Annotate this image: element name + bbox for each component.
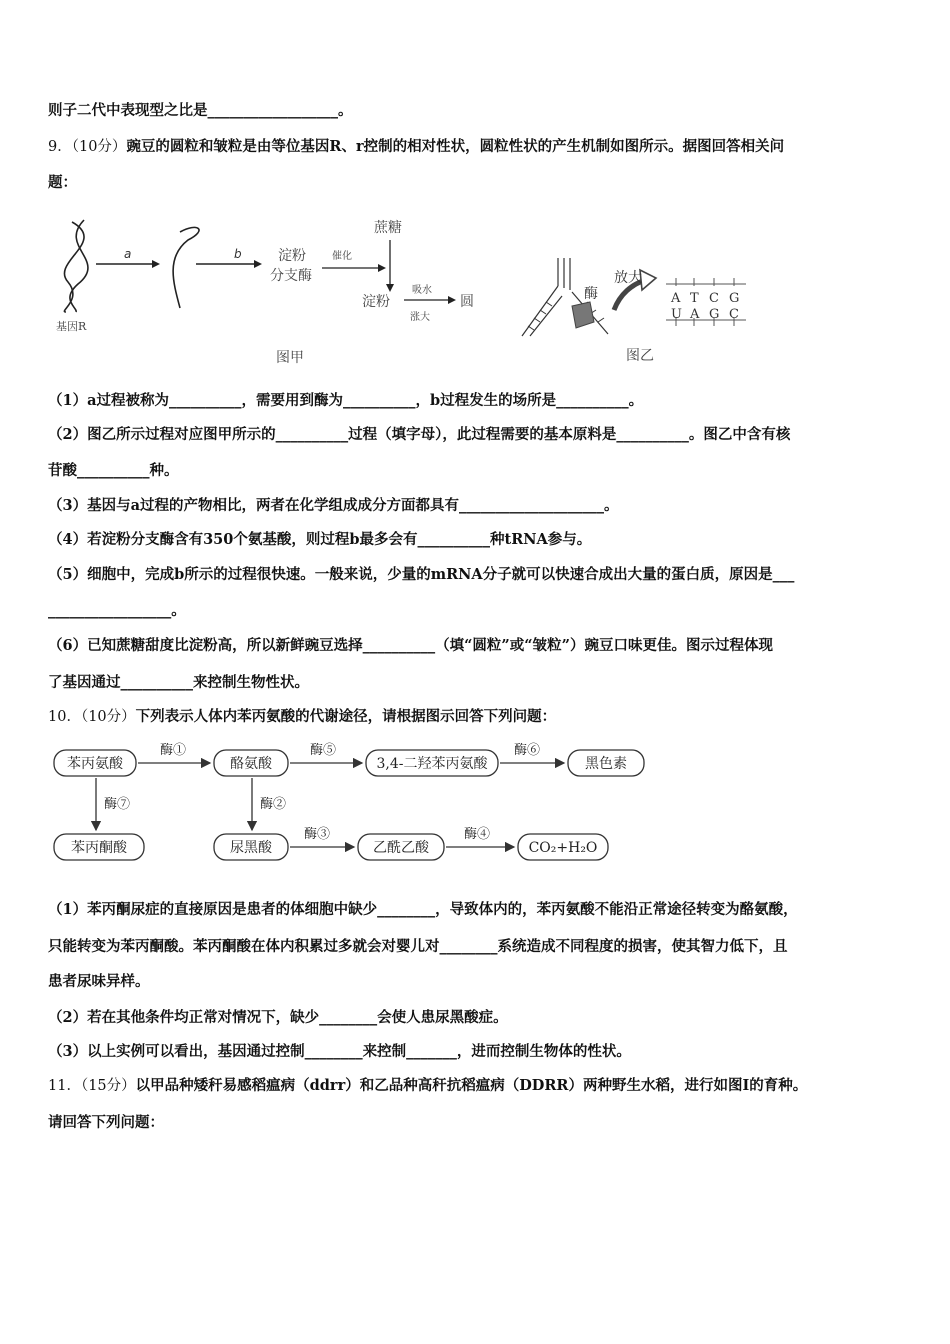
dna-base-4: G: [729, 291, 740, 306]
enzyme-3-label: 酶③: [304, 827, 331, 842]
rna-base-3: G: [709, 307, 720, 322]
rna-base-1: U: [671, 307, 682, 322]
node-aaa: 乙酰乙酸: [373, 840, 429, 856]
node-phe: 苯丙氨酸: [67, 756, 123, 772]
question-9-heading: [48, 137, 910, 157]
node-tyr: 酪氨酸: [230, 756, 272, 772]
enzyme-1-label: 酶①: [160, 743, 187, 758]
question-9-part-6a: （6）已知蔗糖甜度比淀粉高，所以新鲜豌豆选择__________（填“圆粒”或“皱粒”）豌豆口味更佳。图示过程体现: [48, 637, 773, 654]
question-9-stem: 豌豆的圆粒和皱粒是由等位基因R、r控制的相对性状，圆粒性状的产生机制如图所示。据图回答相关问: [126, 138, 785, 155]
enzyme-5-label: 酶⑤: [310, 743, 337, 758]
figure-yi: [510, 218, 760, 368]
question-9-part-5a: （5）细胞中，完成b所示的过程很快速。一般来说，少量的mRNA分子就可以快速合成出大量的蛋白质，原因是___: [48, 566, 795, 583]
question-11-number: 11．（15分）: [48, 1078, 136, 1094]
question-10-stem: 下列表示人体内苯丙氨酸的代谢途径，请根据图示回答下列问题：: [135, 708, 557, 725]
question-9-part-2a: （2）图乙所示过程对应图甲所示的__________过程（填字母），此过程需要的基本原料是__________。图乙中含有核: [48, 426, 791, 443]
sucrose-label: 蔗糖: [374, 220, 402, 236]
dna-base-3: C: [709, 291, 719, 306]
node-melanin: 黑色素: [585, 756, 627, 772]
question-10-part-3: （3）以上实例可以看出，基因通过控制________来控制_______，进而控制生物体的性状。: [48, 1043, 631, 1060]
question-9-part-1: （1）a过程被称为__________，需要用到酶为__________，b过程发生的场所是__________。: [48, 392, 644, 409]
question-9-part-5b: _________________。: [48, 602, 186, 619]
round-label: 圆: [460, 294, 474, 310]
enzyme-shape: [572, 302, 594, 328]
question-9-part-3: （3）基因与a过程的产物相比，两者在化学组成成分方面都具有____________________。: [48, 497, 619, 514]
question-9-part-2b: 苷酸__________种。: [48, 462, 179, 479]
question-11-stem: 以甲品种矮秆易感稻瘟病（ddrr）和乙品种高秆抗稻瘟病（DDRR）两种野生水稻，进行如图I的育种。: [135, 1077, 808, 1094]
enzyme-4-label: 酶④: [464, 827, 491, 842]
arrow-b-label: b: [234, 247, 242, 261]
dna-base-1: A: [671, 291, 681, 306]
figure-yi-caption: 图乙: [626, 348, 654, 364]
enzyme-line2: 分支酶: [270, 268, 312, 284]
question-10-part-1c: 患者尿味异样。: [48, 973, 150, 990]
rna-base-2: A: [690, 307, 700, 322]
arrow-a-label: a: [124, 247, 132, 261]
question-11-stem-cont: 请回答下列问题：: [48, 1114, 164, 1131]
question-9-stem-cont: 题：: [48, 174, 77, 191]
catalyze-label: 催化: [332, 251, 352, 262]
question-10-number: 10．（10分）: [48, 709, 136, 725]
node-dopa: 3,4-二羟苯丙氨酸: [376, 756, 488, 772]
question-9-part-6b: 了基因通过__________来控制生物性状。: [48, 674, 309, 691]
swell-label: 涨大: [410, 312, 430, 323]
question-10-heading: [48, 707, 910, 727]
question-11-heading: [48, 1076, 910, 1096]
text-line-0: 则子二代中表现型之比是__________________。: [48, 102, 353, 119]
magnify-label: 放大: [614, 270, 642, 286]
enzyme-label: 酶: [584, 286, 598, 302]
node-hga: 尿黑酸: [230, 840, 272, 856]
question-9-part-4: （4）若淀粉分支酶含有350个氨基酸，则过程b最多会有__________种tRNA参与。: [48, 531, 592, 548]
enzyme-6-label: 酶⑥: [514, 743, 541, 758]
figure-pathway: [48, 738, 668, 868]
gene-r-label: 基因R: [56, 320, 87, 333]
figure-jia-caption: 图甲: [276, 350, 304, 366]
dna-base-2: T: [690, 291, 699, 306]
node-co2-h2o: CO₂+H₂O: [528, 840, 598, 856]
figure-jia: [48, 212, 488, 372]
question-10-part-2: （2）若在其他条件均正常对情况下，缺少________会使人患尿黑酸症。: [48, 1009, 508, 1026]
starch-label: 淀粉: [362, 294, 390, 310]
rna-base-4: C: [729, 307, 739, 322]
question-10-part-1a: （1）苯丙酮尿症的直接原因是患者的体细胞中缺少________，导致体内的，苯丙氨酸不能沿正常途径转变为酪氨酸，: [48, 901, 798, 918]
absorb-label: 吸水: [412, 285, 432, 296]
enzyme-2-label: 酶②: [260, 797, 287, 812]
question-10-part-1b: 只能转变为苯丙酮酸。苯丙酮酸在体内积累过多就会对婴儿对________系统造成不同程度的损害，使其智力低下，且: [48, 938, 788, 955]
question-9-number: 9．（10分）: [48, 139, 127, 155]
enzyme-line1: 淀粉: [278, 248, 306, 264]
enzyme-7-label: 酶⑦: [104, 797, 131, 812]
node-ppa: 苯丙酮酸: [71, 840, 127, 856]
